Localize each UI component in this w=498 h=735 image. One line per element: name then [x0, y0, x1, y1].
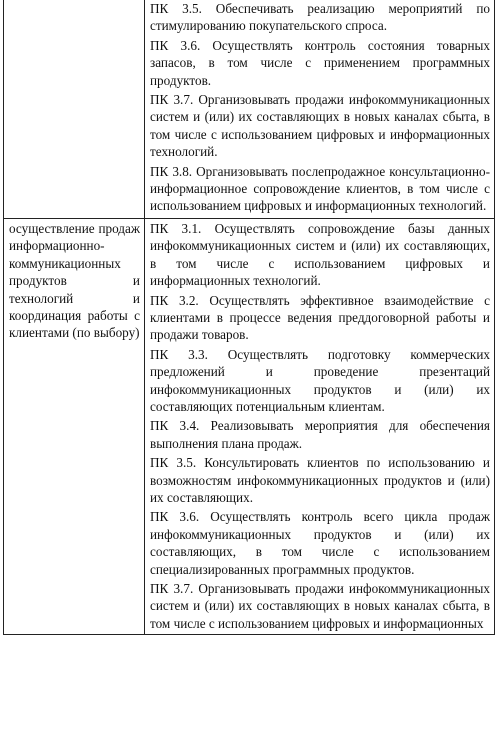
competency-item: ПК 3.2. Осуществлять эффективное взаимодействие с клиентами в процессе ведения преддоговорной работы и продажи товаров. [150, 292, 490, 343]
competency-item: ПК 3.6. Осуществлять контроль всего цикла продаж инфокоммуникационных продуктов и (или) их составляющих, в том числе с использованием специализированных программных продуктов. [150, 509, 490, 577]
competencies-cell [145, 218, 495, 634]
competency-item: ПК 3.5. Обеспечивать реализацию мероприятий по стимулированию покупательского спроса. [150, 1, 490, 34]
competency-table [3, 0, 495, 635]
table-row [4, 218, 495, 634]
activity-label: осуществление продаж информационно-коммуникационных продуктов и технологий и координация работы с клиентами (по выбору) [9, 220, 140, 341]
table-row [4, 0, 495, 218]
competency-item: ПК 3.6. Осуществлять контроль состояния товарных запасов, в том числе с применением программных продуктов. [150, 37, 490, 88]
competency-item: ПК 3.1. Осуществлять сопровождение базы данных инфокоммуникационных систем и (или) их составляющих, в том числе с использованием цифровых и информационных технологий. [150, 220, 490, 289]
competency-item: ПК 3.7. Организовывать продажи инфокоммуникационных систем и (или) их составляющих в новых каналах сбыта, в том числе с использованием цифровых и информационных [150, 581, 490, 631]
competency-item: ПК 3.7. Организовывать продажи инфокоммуникационных систем и (или) их составляющих в новых каналах сбыта, в том числе с использованием цифровых и информационных технологий. [150, 92, 490, 160]
competency-item: ПК 3.3. Осуществлять подготовку коммерческих предложений и проведение презентаций инфокоммуникационных продуктов и (или) их составляющих потенциальным клиентам. [150, 346, 490, 414]
competency-item: ПК 3.4. Реализовывать мероприятия для обеспечения выполнения плана продаж. [150, 418, 490, 451]
competency-item: ПК 3.8. Организовывать послепродажное консультационно-информационное сопровождение клиентов, в том числе с использованием цифровых и информационных технологий. [150, 163, 490, 214]
competencies-cell [145, 0, 495, 218]
activity-cell [4, 0, 145, 218]
activity-cell [4, 218, 145, 634]
competency-item: ПК 3.5. Консультировать клиентов по использованию и возможностям инфокоммуникационных продуктов и (или) их составляющих. [150, 455, 490, 505]
